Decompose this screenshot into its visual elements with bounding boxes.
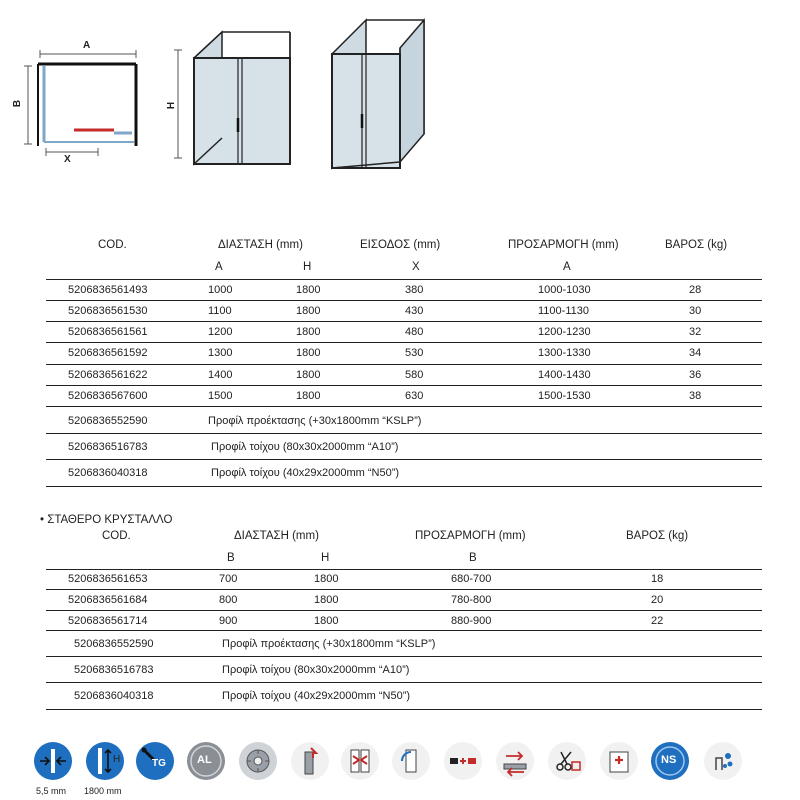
cell-a: 1400 [208, 369, 233, 381]
cell-weight: 22 [651, 615, 664, 627]
easy-clean-icon [704, 742, 742, 780]
cell-code: 5206836561653 [68, 573, 148, 585]
cell-a: 1200 [208, 326, 233, 338]
cell-a: 1300 [208, 347, 233, 359]
cell-h: 1800 [314, 615, 339, 627]
col-header-adjustment: ΠΡΟΣΑΡΜΟΓΗ (mm) [415, 530, 526, 542]
table-rule [46, 364, 762, 365]
section-title: • ΣΤΑΘΕΡΟ ΚΡΥΣΤΑΛΛΟ [40, 514, 173, 526]
cell-code: 5206836561493 [68, 284, 148, 296]
height-caption: 1800 mm [84, 786, 122, 796]
cell-x: 380 [405, 284, 424, 296]
cell-b: 700 [219, 573, 238, 585]
magnetic-seal-icon [444, 742, 482, 780]
cell-code: 5206836516783 [74, 664, 154, 676]
table-rule [46, 486, 762, 487]
profile-adjust-icon [291, 742, 329, 780]
cell-h: 1800 [314, 573, 339, 585]
cell-adjust: 1000-1030 [538, 284, 591, 296]
cell-code: 5206836561714 [68, 615, 148, 627]
cell-adjust: 1500-1530 [538, 390, 591, 402]
cell-code: 5206836561592 [68, 347, 148, 359]
cell-description: Προφίλ προέκτασης (+30x1800mm “KSLP”) [208, 415, 422, 427]
subheader-h: H [321, 552, 330, 564]
cell-x: 580 [405, 369, 424, 381]
cell-code: 5206836040318 [74, 690, 154, 702]
cell-code: 5206836561530 [68, 305, 148, 317]
cell-weight: 18 [651, 573, 664, 585]
cell-code: 5206836561561 [68, 326, 148, 338]
glass-thickness-icon [34, 742, 72, 780]
cell-x: 480 [405, 326, 424, 338]
table-rule [46, 321, 762, 322]
cell-weight: 32 [689, 326, 702, 338]
col-header-entry: ΕΙΣΟΔΟΣ (mm) [360, 239, 441, 251]
cell-weight: 20 [651, 594, 664, 606]
col-header-dimension: ΔΙΑΣΤΑΣΗ (mm) [234, 530, 319, 542]
table-rule [46, 630, 762, 631]
dim-label-x: X [64, 154, 71, 165]
cell-adjust: 780-800 [451, 594, 492, 606]
cell-code: 5206836552590 [68, 415, 148, 427]
dim-label-h: H [166, 101, 178, 110]
cell-code: 5206836040318 [68, 467, 148, 479]
cell-weight: 34 [689, 347, 702, 359]
table-rule [46, 610, 762, 611]
roller-wheel-icon [239, 742, 277, 780]
col-header-weight: ΒΑΡΟΣ (kg) [665, 239, 728, 251]
ns-label: NS [661, 754, 677, 766]
cell-h: 1800 [296, 305, 321, 317]
cell-code: 5206836516783 [68, 441, 148, 453]
cell-h: 1800 [296, 347, 321, 359]
door-opening-icon [392, 742, 430, 780]
table-rule [46, 385, 762, 386]
installation-kit-icon [600, 742, 638, 780]
cell-adjust: 1200-1230 [538, 326, 591, 338]
cell-adjust: 1100-1130 [538, 305, 589, 317]
cell-a: 1100 [208, 305, 232, 317]
cut-to-size-icon [548, 742, 586, 780]
front-view-diagram [164, 14, 304, 176]
table-rule [46, 682, 762, 683]
col-header-cod: COD. [98, 239, 127, 251]
subheader-a: A [215, 261, 223, 273]
feature-icons [34, 742, 754, 800]
cell-weight: 38 [689, 390, 702, 402]
col-header-adjustment: ΠΡΟΣΑΡΜΟΓΗ (mm) [508, 239, 619, 251]
cell-h: 1800 [296, 284, 321, 296]
cell-adjust: 880-900 [451, 615, 492, 627]
cell-code: 5206836561622 [68, 369, 148, 381]
cell-adjust: 1400-1430 [538, 369, 591, 381]
table-rule [46, 569, 762, 570]
cell-b: 900 [219, 615, 238, 627]
reversible-installation-icon [341, 742, 379, 780]
cell-x: 530 [405, 347, 424, 359]
subheader-h: H [303, 261, 312, 273]
table-rule [46, 342, 762, 343]
cell-h: 1800 [314, 594, 339, 606]
cell-description: Προφίλ τοίχου (40x29x2000mm “N50”) [211, 467, 400, 479]
cell-a: 1000 [208, 284, 233, 296]
cell-weight: 30 [689, 305, 702, 317]
subheader-adj-b: B [469, 552, 477, 564]
table-rule [46, 709, 762, 710]
subheader-x: X [412, 261, 420, 273]
table-rule [46, 300, 762, 301]
cell-description: Προφίλ τοίχου (80x30x2000mm “A10”) [211, 441, 399, 453]
cell-adjust: 680-700 [451, 573, 492, 585]
dim-label-a: A [83, 40, 91, 51]
perspective-view-diagram [326, 14, 436, 176]
subheader-adj-a: A [563, 261, 571, 273]
table-rule [46, 589, 762, 590]
cell-weight: 28 [689, 284, 702, 296]
cell-description: Προφίλ τοίχου (40x29x2000mm “N50”) [222, 690, 411, 702]
cell-adjust: 1300-1330 [538, 347, 591, 359]
cell-description: Προφίλ τοίχου (80x30x2000mm “A10”) [222, 664, 410, 676]
dim-label-b: B [12, 99, 24, 108]
table-rule [46, 406, 762, 407]
col-header-weight: ΒΑΡΟΣ (kg) [626, 530, 689, 542]
height-letter: H [113, 754, 121, 765]
sliding-door-icon [496, 742, 534, 780]
col-header-dimension: ΔΙΑΣΤΑΣΗ (mm) [218, 239, 303, 251]
col-header-cod: COD. [102, 530, 131, 542]
cell-b: 800 [219, 594, 238, 606]
table-rule [46, 279, 762, 280]
cell-code: 5206836561684 [68, 594, 148, 606]
table-rule [46, 459, 762, 460]
cell-h: 1800 [296, 326, 321, 338]
cell-weight: 36 [689, 369, 702, 381]
tg-label: TG [152, 758, 166, 769]
table-rule [46, 433, 762, 434]
table-rule [46, 656, 762, 657]
cell-x: 430 [405, 305, 424, 317]
cell-h: 1800 [296, 390, 321, 402]
cell-description: Προφίλ προέκτασης (+30x1800mm “KSLP”) [222, 638, 436, 650]
cell-code: 5206836567600 [68, 390, 148, 402]
cell-x: 630 [405, 390, 424, 402]
cell-code: 5206836552590 [74, 638, 154, 650]
glass-thickness-caption: 5,5 mm [36, 786, 67, 796]
cell-a: 1500 [208, 390, 233, 402]
cell-h: 1800 [296, 369, 321, 381]
plan-diagram [14, 38, 144, 168]
al-label: AL [197, 754, 212, 766]
subheader-b: B [227, 552, 235, 564]
